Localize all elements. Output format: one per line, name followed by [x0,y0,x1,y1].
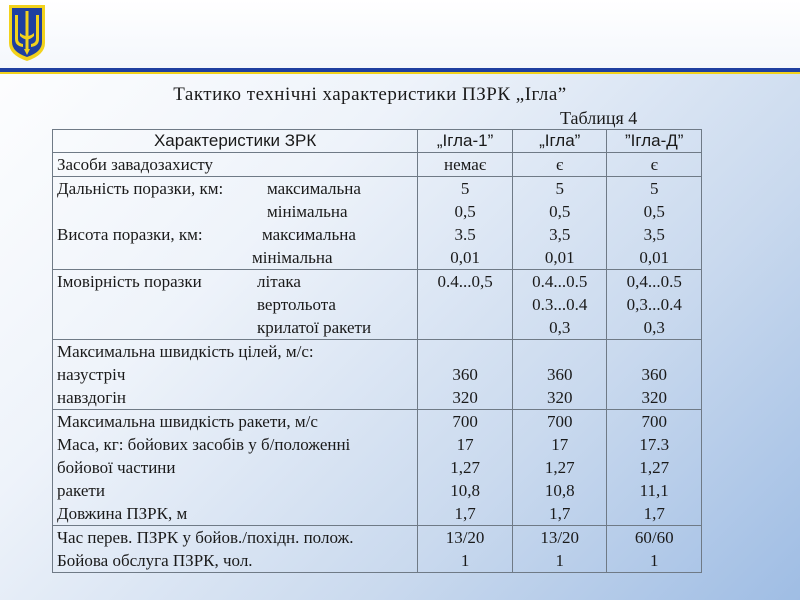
cell-value: 13/20 [540,528,580,547]
row-sublabel: мінімальна [267,202,348,221]
row-label: навздогін [57,388,127,407]
cell-value: 10,8 [544,481,575,500]
table-row [53,270,702,340]
cell-value: 10,8 [450,481,480,500]
header-bar [0,0,800,68]
cell-value: 3.5 [454,225,476,244]
cell-value: 0,3...0.4 [626,295,682,314]
table-header-row [53,130,702,153]
cell-value [422,340,508,363]
table-row [53,153,702,177]
cell-value: 0,01 [544,248,575,267]
cell-value: 0.3...0.4 [532,295,588,314]
header-characteristics: Характеристики ЗРК [53,130,418,153]
row-sublabel: літака [257,272,301,291]
cell-value: 700 [546,412,573,431]
cell-value [422,293,508,316]
cell-value: 3,5 [643,225,665,244]
cell-value: є [650,155,658,174]
row-label: Дальність поразки, км: [57,179,224,198]
cell-value: 1,7 [643,504,665,523]
cell-value: 360 [546,365,573,384]
cell-value: є [556,155,564,174]
row-sublabel: вертольота [257,295,336,314]
cell-value [422,316,508,339]
row-label: Засоби завадозахисту [57,155,213,174]
row-label: Висота поразки, км: [57,225,203,244]
cell-value [517,340,603,363]
header-divider-accent [0,72,800,74]
cell-value: 11,1 [639,481,669,500]
row-label: ракети [57,481,105,500]
cell-value: 0,4...0.5 [626,272,682,291]
cell-value: 320 [641,388,667,407]
cell-value: 700 [452,412,478,431]
row-sublabel: мінімальна [252,248,333,267]
cell-value: 1 [649,551,659,570]
cell-value: 0,01 [450,248,480,267]
cell-value: 0.4...0.5 [532,272,588,291]
cell-value: 1 [460,551,470,570]
cell-value: 17.3 [639,435,670,454]
cell-value: 700 [641,412,667,431]
row-label: Довжина ПЗРК, м [57,504,188,523]
specs-table [52,129,702,573]
cell-value: 60/60 [634,528,674,547]
table-row [53,526,702,573]
cell-value [611,340,697,363]
row-label: Імовірність поразки [57,272,202,291]
cell-value: 0,5 [643,202,665,221]
row-sublabel: максимальна [262,225,356,244]
row-label: назустріч [57,365,126,384]
row-label: Максимальна швидкість ракети, м/с [57,412,318,431]
table-label: Таблиця 4 [560,108,638,128]
cell-value: 360 [452,365,478,384]
trident-icon [5,3,49,63]
cell-value: 320 [546,388,573,407]
row-sublabel: крилатої ракети [257,318,372,337]
row-label: Максимальна швидкість цілей, м/с: [57,342,314,361]
cell-value: 13/20 [445,528,485,547]
cell-value: 1 [555,551,564,570]
header-igla-1: „Ігла-1” [418,130,513,153]
table-row [53,177,702,270]
cell-value: 0,01 [639,248,670,267]
header-igla-d: ”Ігла-Д” [607,130,702,153]
cell-value: 1,7 [454,504,476,523]
cell-value: 1,27 [544,458,575,477]
header-igla: „Ігла” [512,130,607,153]
row-sublabel: максимальна [267,179,361,198]
cell-value: 1,7 [549,504,571,523]
cell-value: немає [443,155,487,174]
cell-value: 3,5 [549,225,571,244]
cell-value: 1,27 [639,458,670,477]
table-row [53,410,702,526]
cell-value: 0.4...0,5 [437,272,493,291]
cell-value: 5 [649,179,659,198]
cell-value: 0,5 [549,202,571,221]
cell-value: 0,3 [549,318,571,337]
cell-value: 5 [555,179,564,198]
cell-value: 0,5 [454,202,476,221]
row-label: Маса, кг: бойових засобів у б/положенні [57,435,351,454]
cell-value: 0,3 [643,318,665,337]
cell-value: 5 [460,179,470,198]
cell-value: 17 [456,435,474,454]
row-label: Бойова обслуга ПЗРК, чол. [57,551,253,570]
cell-value: 320 [452,388,478,407]
row-label: Час перев. ПЗРК у бойов./похідн. полож. [57,528,354,547]
cell-value: 17 [551,435,569,454]
page-title: Тактико технічні характеристики ПЗРК „Ігла” [173,84,567,105]
table-row [53,340,702,410]
row-label: бойової частини [57,458,176,477]
cell-value: 1,27 [450,458,480,477]
cell-value: 360 [641,365,667,384]
